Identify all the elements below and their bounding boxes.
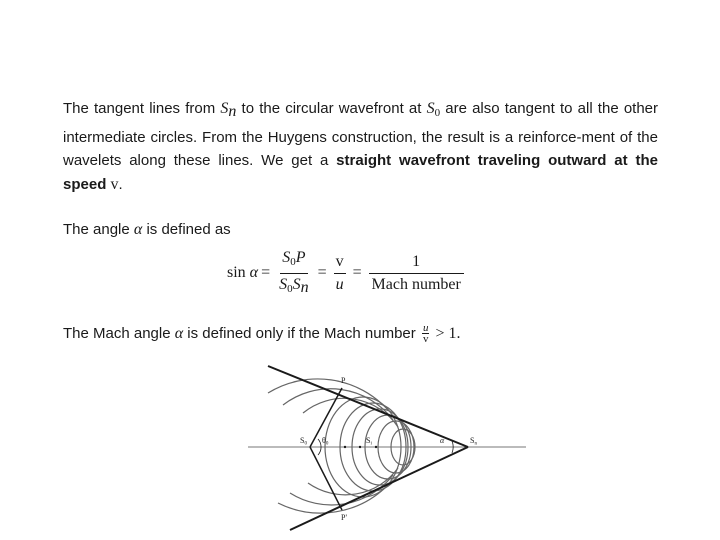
label-si: Si (366, 436, 372, 447)
label-sn: Sn (470, 436, 477, 447)
label-alpha: α (440, 436, 445, 445)
paragraph-mach-condition: The Mach angle α is defined only if the Mach number $\frac{u}{v}$ > 1. (63, 321, 461, 345)
bold-phrase: straight wavefront traveling outward at the speed (63, 152, 658, 193)
paragraph-angle-definition: The angle α is defined as (63, 221, 231, 238)
symbol-v: v (110, 175, 119, 193)
fraction-s0p-over-s0sn: $\frac{S_0P}{S_0S_n}$ (279, 248, 309, 296)
arc-upper-1 (268, 379, 388, 410)
label-p-prime: P' (341, 513, 347, 522)
label-p: P (341, 376, 346, 385)
symbol-s0: $S_0$ (426, 100, 441, 119)
fraction-one-over-mach: $\frac{1}{\text{Mach number}}$ (369, 252, 464, 295)
tangent-line-upper (268, 366, 468, 447)
equals-sign: = (352, 264, 362, 281)
wavefront-circles (268, 379, 415, 513)
fraction-v-over-u: $\frac{v}{u}$ (335, 252, 344, 293)
equation-lhs: sin α (227, 264, 259, 281)
paragraph-tangent-lines: The tangent lines from $S_n$ to the circular wavefront at $S_0$ are also tangent to all the other intermediate circles. From the Huygens construction, the result is a reinforce-ment of the wavelets along these lines. We get a straight wavefront traveling outward at the speed v. (63, 100, 659, 193)
mach-cone-diagram (248, 365, 528, 537)
symbol-alpha: α (133, 221, 143, 238)
label-s0: S0 (300, 436, 307, 447)
symbol-sn: $S_n$ (220, 100, 237, 120)
label-theta0: θ0 (322, 436, 329, 447)
fraction-u-over-v: $\frac{u}{v}$ (422, 321, 429, 345)
mach-angle-equation (227, 250, 468, 296)
equals-sign: = (261, 264, 271, 281)
equals-sign: = (317, 264, 327, 281)
